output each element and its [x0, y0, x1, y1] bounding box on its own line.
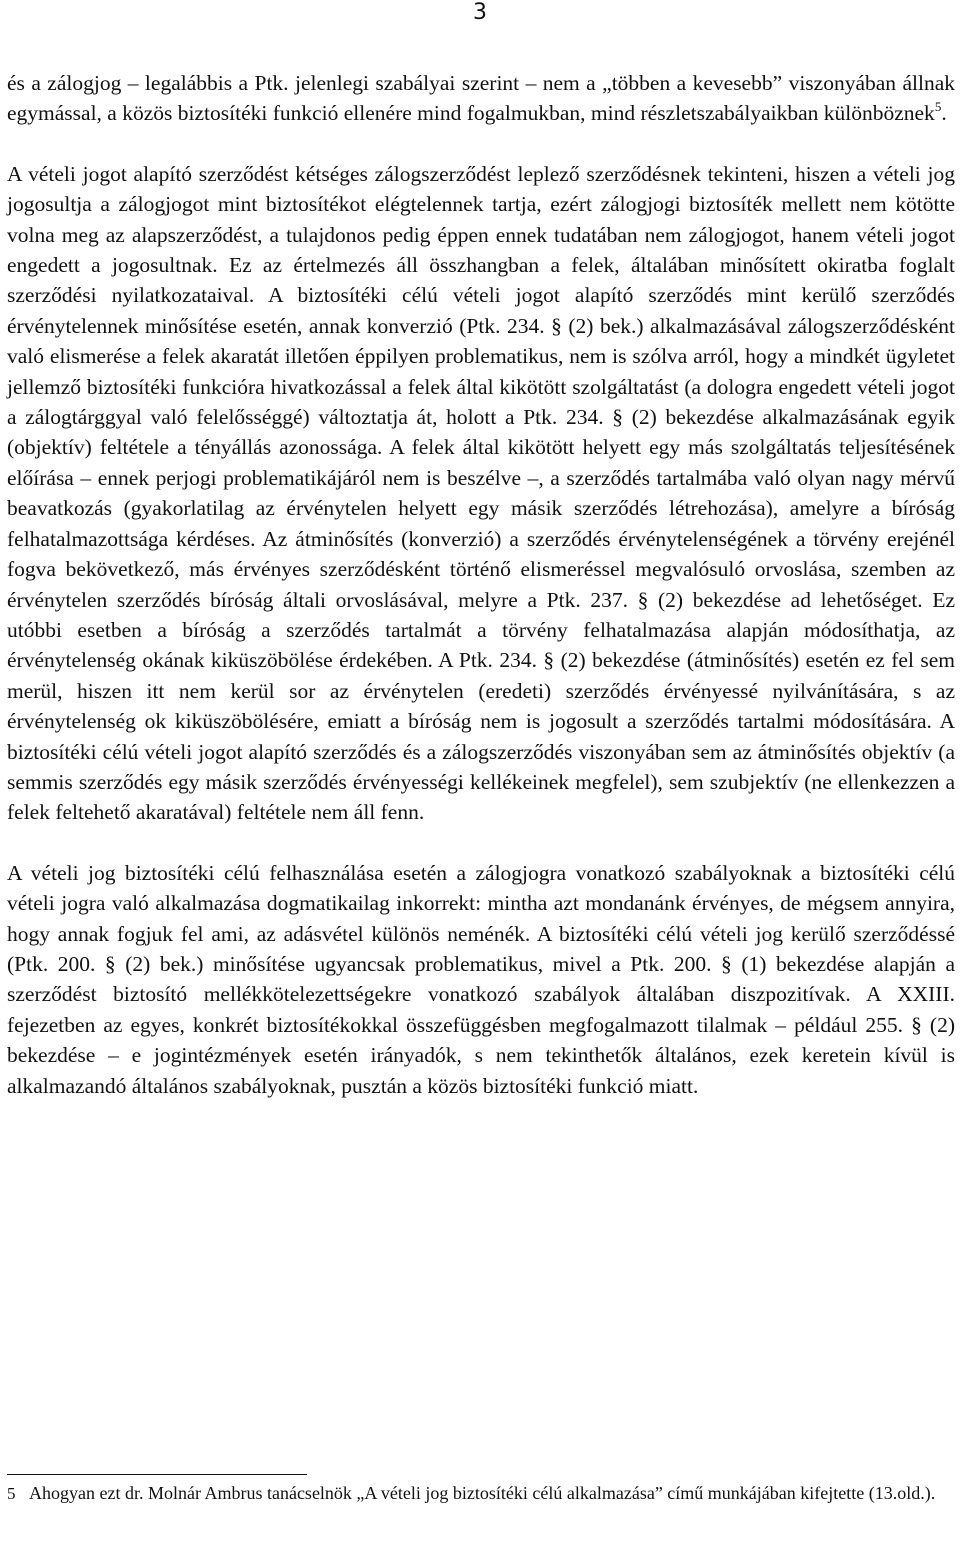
paragraph-3: A vételi jog biztosítéki célú felhasználása esetén a zálogjogra vonatkozó szabályoknak a biztosítéki célú vételi jogra való alkalmazása dogmatikailag inkorrekt: mintha azt mondanánk érvényes, de mégsem annyira, hogy annak fogjuk fel ami, az adásvétel különös neménék. A biztosítéki célú vételi jog kerülő szerződéssé (Ptk. 200. § (2) bek.) minősítése ugyancsak problematikus, mivel a Ptk. 200. § (1) bekezdése alapján a szerződést biztosító mellékkötelezettségekre vonatkozó szabályok általában diszpozitívak. A XXIII. fejezetben az egyes, konkrét biztosítékokkal összefüggésben megfogalmazott tilalmak – például 255. § (2) bekezdése – e jogintézmények esetén irányadók, s nem tekinthetők általános, ezek keretein kívül is alkalmazandó általános szabályoknak, pusztán a közös biztosítéki funkció miatt. [7, 860, 955, 1098]
footnote-text: Ahogyan ezt dr. Molnár Ambrus tanácselnök „A vételi jog biztosítéki célú alkalmazása” című munkájában kifejtette (13.old.). [29, 1483, 936, 1503]
footnote-reference[interactable]: 5 [934, 99, 942, 115]
footnote [7, 1480, 955, 1507]
document-body [7, 68, 955, 1101]
paragraph-1 [7, 68, 955, 129]
paragraph-2: A vételi jogot alapító szerződést kétséges zálogszerződést leplező szerződésnek tekinteni, hiszen a vételi jog jogosultja a zálogjogot mint biztosítékot elégtelennek tartja, ezért zálogjogi biztosíték mellett nem kötötte volna meg az alapszerződést, a tulajdonos pedig éppen ennek tudatában nem zálogjogot, hanem vételi jogot engedett a jogosultnak. Ez az értelmezés áll összhangban a felek, általában minősített okiratba foglalt szerződési nyilatkozataival. A biztosítéki célú vételi jogot alapító szerződés mint kerülő szerződés érvénytelennek minősítése esetén, annak konverzió (Ptk. 234. § (2) bek.) alkalmazásával zálogszerződésként való elismerése a felek akaratát illetően éppilyen problematikus, nem is szólva arról, hogy a mindkét ügyletet jellemző biztosítéki funkcióra hivatkozással a felek által kikötött szolgáltatást (a dologra engedett vételi jogot a zálogtárggyal való felelősséggé) változtatja át, holott a Ptk. 234. § (2) bekezdése alkalmazásának egyik (objektív) feltétele a tényállás azonossága. A felek által kikötött helyett egy más szolgáltatás teljesítésének előírása – ennek perjogi problematikájáról nem is beszélve –, a szerződés tartalmába való olyan nagy mérvű beavatkozás (gyakorlatilag az érvénytelen helyett egy másik szerződés létrehozása), amelyre a bíróság felhatalmazottsága kérdéses. Az átminősítés (konverzió) a szerződés érvénytelenségének a törvény erejénél fogva bekövetkező, más érvényes szerződésként történő elismeréssel megvalósuló orvoslása, szemben az érvénytelen szerződés bíróság általi orvoslásával, melyre a Ptk. 237. § (2) bekezdése ad lehetőséget. Ez utóbbi esetben a bíróság a szerződés tartalmát a törvény felhatalmazása alapján módosíthatja, az érvénytelenség okának kiküszöbölése érdekében. A Ptk. 234. § (2) bekezdése (átminősítés) esetén ez fel sem merül, hiszen itt nem kerül sor az érvénytelen (eredeti) szerződés érvényessé nyilvánítására, s az érvénytelenség ok kiküszöbölésére, emiatt a bíróság nem is jogosult a szerződés tartalmi módosítására. A biztosítéki célú vételi jogot alapító szerződés és a zálogszerződés viszonyában sem az átminősítés objektív (a semmis szerződés egy másik szerződés érvényességi kellékeinek megfelel), sem szubjektív (ne ellenkezzen a felek feltehető akaratával) feltétele nem áll fenn. [7, 161, 955, 825]
paragraph-1-end: . [941, 101, 947, 126]
footnote-separator [7, 1474, 307, 1475]
footnote-number: 5 [7, 1484, 16, 1503]
page-number: 3 [473, 0, 487, 25]
paragraph-1-text: és a zálogjog – legalábbis a Ptk. jelenlegi szabályai szerint – nem a „többen a kevesebb” viszonyában állnak egymással, a közös biztosítéki funkció ellenére mind fogalmukban, mind részletszabályaikban különböznek [7, 71, 955, 126]
